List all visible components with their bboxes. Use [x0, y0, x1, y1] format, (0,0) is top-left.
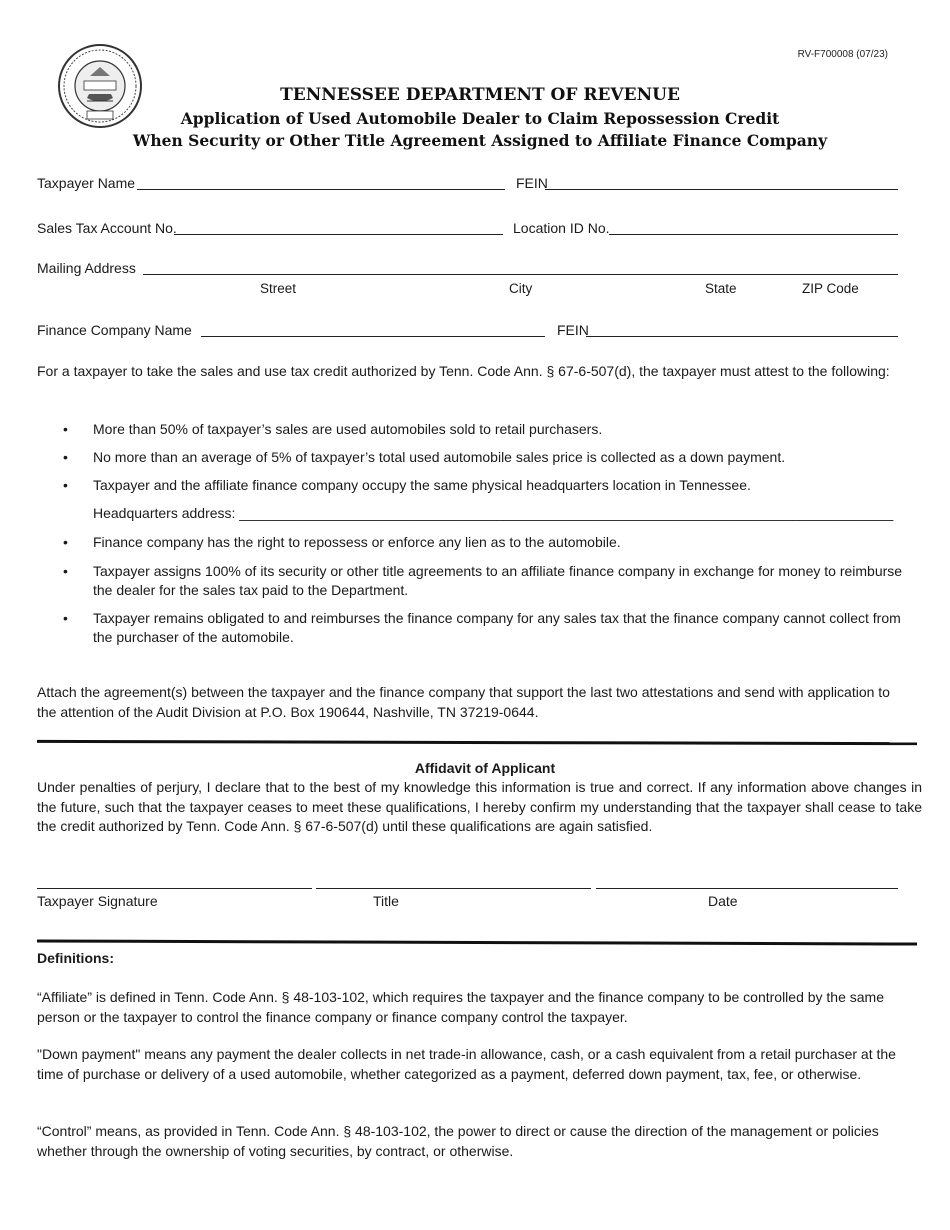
- form-number: RV-F700008 (07/23): [797, 49, 888, 60]
- state-caption: State: [705, 281, 737, 296]
- fein-label: FEIN: [516, 175, 548, 191]
- taxpayer-name-label: Taxpayer Name: [37, 175, 136, 191]
- location-id-field[interactable]: [609, 234, 898, 235]
- definitions-heading: Definitions:: [37, 950, 114, 966]
- fein-field[interactable]: [545, 189, 898, 190]
- mailing-address-label: Mailing Address: [37, 260, 136, 276]
- intro-paragraph: For a taxpayer to take the sales and use tax credit authorized by Tenn. Code Ann. § 67-6-507(d), the taxpayer must attest to the following:: [37, 363, 890, 379]
- bullet-icon: •: [63, 449, 68, 465]
- date-field[interactable]: [596, 888, 898, 889]
- city-caption: City: [509, 281, 533, 296]
- definition-down-payment: "Down payment" means any payment the dealer collects in net trade-in allowance, cash, or a cash equivalent from a retail purchaser at the time of purchase or delivery of a used automobile, whether categorized as a payment, deferred down payment, tax, fee, or otherwise.: [37, 1046, 896, 1082]
- date-label: Date: [708, 893, 738, 909]
- section-divider: [37, 740, 917, 745]
- bullet-icon: •: [63, 563, 68, 579]
- location-id-label: Location ID No.: [513, 220, 610, 236]
- sales-tax-account-label: Sales Tax Account No.: [37, 220, 177, 236]
- finance-company-name-field[interactable]: [201, 336, 545, 337]
- headquarters-address-field[interactable]: Headquarters address: ____________________________________________________________________________________: [93, 505, 894, 521]
- bullet-icon: •: [63, 610, 68, 626]
- title-label: Title: [373, 893, 399, 909]
- street-caption: Street: [260, 281, 297, 296]
- form-title-line2: When Security or Other Title Agreement Assigned to Affiliate Finance Company: [132, 131, 828, 150]
- sales-tax-account-field[interactable]: [174, 234, 503, 235]
- definition-control: “Control” means, as provided in Tenn. Code Ann. § 48-103-102, the power to direct or cause the direction of the management or policies whether through the ownership of voting securities, by contract, or otherwise.: [37, 1123, 879, 1159]
- taxpayer-signature-field[interactable]: [37, 888, 312, 889]
- form-title-line1: Application of Used Automobile Dealer to Claim Repossession Credit: [180, 109, 780, 128]
- mailing-address-field[interactable]: [143, 274, 898, 275]
- attach-paragraph: Attach the agreement(s) between the taxpayer and the finance company that support the last two attestations and send with application to the attention of the Audit Division at P.O. Box 190644, Nashville, TN 37219-0644.: [37, 684, 890, 720]
- definition-affiliate: “Affiliate” is defined in Tenn. Code Ann. § 48-103-102, which requires the taxpayer and the finance company to be controlled by the same person or the taxpayer to control the finance company or finance company control the taxpayer.: [37, 989, 885, 1025]
- bullet-icon: •: [63, 477, 68, 493]
- finance-company-name-label: Finance Company Name: [37, 322, 192, 338]
- finance-fein-field[interactable]: [586, 336, 898, 337]
- taxpayer-name-field[interactable]: [137, 189, 505, 190]
- finance-fein-label: FEIN: [557, 322, 589, 338]
- department-title: TENNESSEE DEPARTMENT OF REVENUE: [280, 85, 680, 105]
- bullet-icon: •: [63, 534, 68, 550]
- section-divider: [37, 939, 917, 945]
- affidavit-text: Under penalties of perjury, I declare that to the best of my knowledge this information is true and correct. If any information above changes in the future, such that the taxpayer ceases to meet these qualifications, I hereby confirm my understanding that the taxpayer shall cease to take the credit authorized by Tenn. Code Ann. § 67-6-507(d) until these qualifications are again satisfied.: [37, 779, 922, 834]
- zip-caption: ZIP Code: [802, 281, 859, 296]
- taxpayer-signature-label: Taxpayer Signature: [37, 893, 158, 909]
- title-field[interactable]: [316, 888, 591, 889]
- bullet-icon: •: [63, 421, 68, 437]
- affidavit-title: Affidavit of Applicant: [414, 760, 556, 776]
